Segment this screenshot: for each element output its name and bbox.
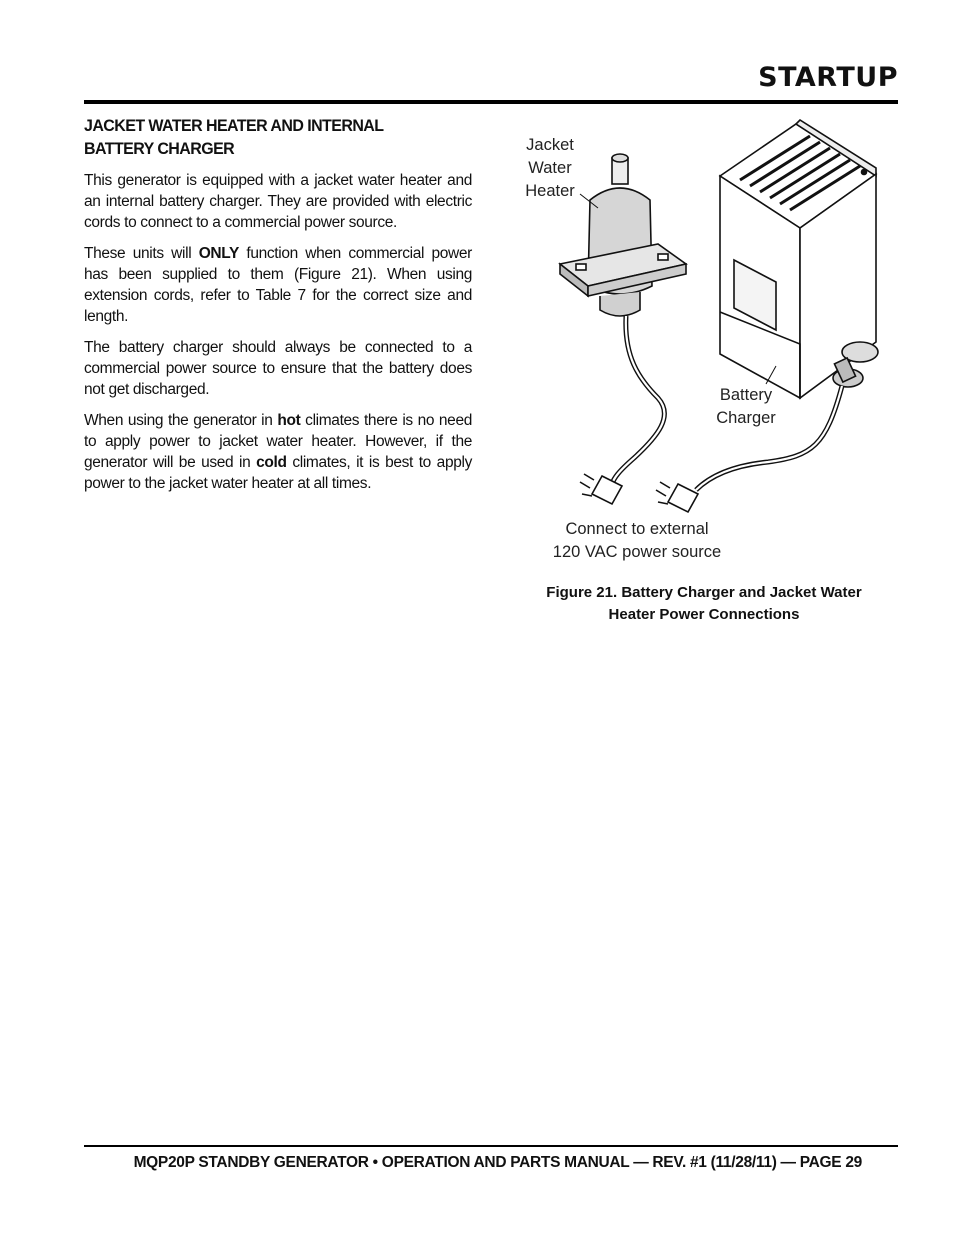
text-column — [84, 114, 472, 504]
header-rule — [84, 100, 898, 104]
paragraph-text: When using the generator in — [84, 412, 278, 429]
paragraph-text: function when commercial power has been supplied to them (Figure 21). When using extension cords, refer to Table 7 for the correct size and length. — [84, 245, 472, 325]
page-footer: MQP20P STANDBY GENERATOR • OPERATION AND PARTS MANUAL — REV. #1 (11/28/11) — PAGE 29 — [133, 1154, 862, 1171]
body-paragraph — [84, 410, 472, 494]
emphasis-text: hot — [277, 412, 301, 429]
figure-caption: Figure 21. Battery Charger and Jacket Water Heater Power Connections — [546, 584, 862, 623]
section-heading: JACKET WATER HEATER AND INTERNAL BATTERY CHARGER — [84, 116, 384, 158]
charger-plug-drawing — [656, 482, 698, 512]
paragraph-list — [84, 170, 472, 494]
heater-label: Jacket Water Heater — [525, 136, 575, 200]
emphasis-text: ONLY — [198, 245, 239, 262]
body-paragraph — [84, 243, 472, 327]
charger-label: Battery Charger — [716, 386, 776, 427]
body-paragraph — [84, 170, 472, 233]
battery-charger-drawing — [720, 120, 878, 398]
paragraph-text: climates, it is best to apply power to the jacket water heater at all times. — [84, 454, 472, 492]
paragraph-text: The battery charger should always be connected to a commercial power source to ensure that the battery does not get discharged. — [84, 339, 472, 398]
emphasis-text: cold — [256, 454, 287, 471]
page-section-title: STARTUP — [758, 62, 898, 93]
heater-cord — [612, 316, 664, 484]
footer-rule — [84, 1145, 898, 1147]
figure-21 — [508, 116, 898, 576]
power-source-label: Connect to external 120 VAC power source — [552, 520, 722, 561]
paragraph-text: climates there is no need to apply power to jacket water heater. However, if the generator will be used in — [84, 412, 472, 471]
paragraph-text: These units will — [84, 245, 199, 262]
paragraph-text: This generator is equipped with a jacket water heater and an internal battery charger. They are provided with electric cords to connect to a commercial power source. — [84, 172, 472, 231]
body-paragraph — [84, 337, 472, 400]
